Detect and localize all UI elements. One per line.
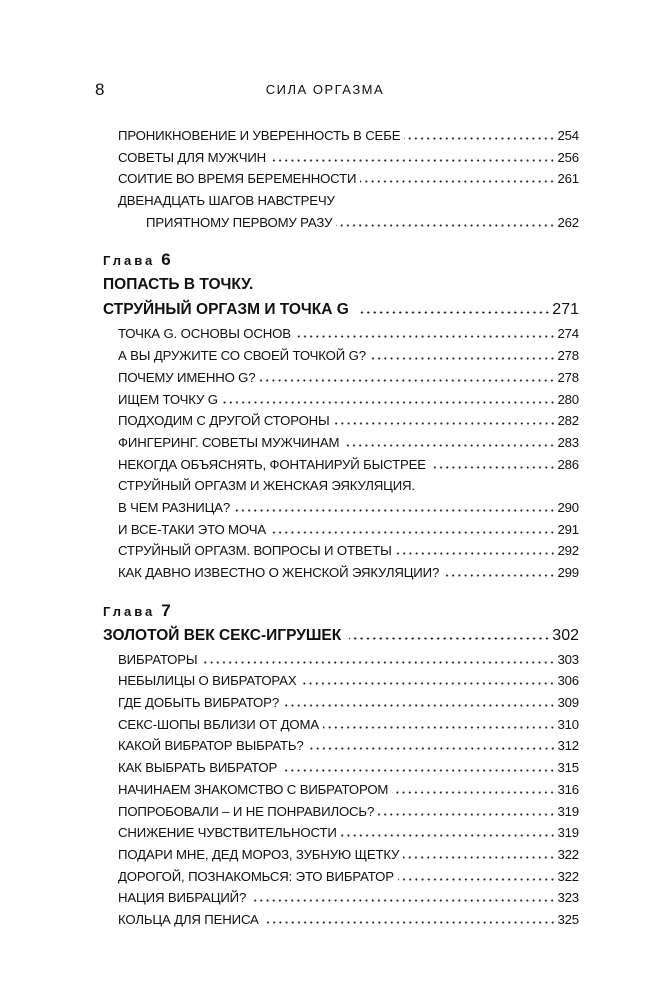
entry-title: ПОПРОБОВАЛИ – И НЕ ПОНРАВИЛОСЬ? (118, 803, 375, 819)
chapter-page: 271 (552, 301, 579, 319)
chapter-6-title-line2[interactable] (103, 301, 579, 326)
entry-page: 322 (557, 868, 579, 884)
entry-title: НАЧИНАЕМ ЗНАКОМСТВО С ВИБРАТОРОМ (118, 781, 389, 797)
dot-leader (270, 159, 555, 162)
entry-page: 310 (557, 716, 579, 732)
toc-entry[interactable] (103, 912, 579, 934)
dot-leader (360, 180, 555, 183)
chapter-6-heading (103, 250, 579, 276)
toc-entry[interactable] (103, 652, 579, 674)
entry-page: 292 (557, 543, 579, 559)
toc-entry (103, 478, 579, 500)
entry-page: 280 (557, 391, 579, 407)
toc-entry[interactable] (103, 326, 579, 348)
entry-title: КАК ВЫБРАТЬ ВИБРАТОР (118, 760, 278, 776)
toc-entry[interactable] (103, 717, 579, 739)
toc-entry[interactable] (103, 370, 579, 392)
entry-page: 278 (557, 369, 579, 385)
entry-page: 315 (557, 760, 579, 776)
toc-entry[interactable] (103, 543, 579, 565)
entry-title: ПОДХОДИМ С ДРУГОЙ СТОРОНЫ (118, 413, 330, 429)
dot-leader (250, 899, 555, 902)
chapter-6-title-line1 (103, 276, 579, 301)
entry-page: 319 (557, 803, 579, 819)
entry-title: КАКОЙ ВИБРАТОР ВЫБРАТЬ? (118, 738, 304, 754)
dot-leader (259, 379, 555, 382)
toc-entry[interactable] (103, 215, 579, 237)
toc-entry[interactable] (103, 392, 579, 414)
entry-title: А ВЫ ДРУЖИТЕ СО СВОЕЙ ТОЧКОЙ G? (118, 348, 366, 364)
dot-leader (201, 661, 555, 664)
entry-page: 254 (557, 128, 579, 143)
chapter-title: ЗОЛОТОЙ ВЕК СЕКС-ИГРУШЕК (103, 626, 342, 644)
toc-entry[interactable] (103, 673, 579, 695)
toc-entry[interactable] (103, 738, 579, 760)
toc-entry[interactable] (103, 500, 579, 522)
dot-leader (343, 444, 555, 447)
dot-leader (234, 509, 555, 512)
toc-entry[interactable] (103, 695, 579, 717)
entry-page: 316 (557, 781, 579, 797)
entry-title: СОВЕТЫ ДЛЯ МУЖЧИН (118, 149, 267, 165)
entry-title: ДОРОГОЙ, ПОЗНАКОМЬСЯ: ЭТО ВИБРАТОР (118, 868, 394, 884)
dot-leader (378, 813, 555, 816)
entry-page: 303 (557, 651, 579, 667)
dot-leader (398, 878, 556, 881)
chapter-label: Глава (103, 253, 156, 269)
entry-title: КАК ДАВНО ИЗВЕСТНО О ЖЕНСКОЙ ЭЯКУЛЯЦИИ? (118, 565, 440, 580)
dot-leader (270, 531, 555, 534)
dot-leader (323, 726, 555, 729)
entry-page: 261 (557, 171, 579, 187)
toc-entry[interactable] (103, 760, 579, 782)
entry-page: 309 (557, 695, 579, 711)
entry-title: ДВЕНАДЦАТЬ ШАГОВ НАВСТРЕЧУ (118, 193, 335, 209)
dot-leader (349, 637, 550, 640)
toc-entry[interactable] (103, 348, 579, 370)
entry-title: СТРУЙНЫЙ ОРГАЗМ. ВОПРОСЫ И ОТВЕТЫ (118, 543, 392, 559)
entry-page: 325 (557, 911, 579, 927)
entry-title: НЕБЫЛИЦЫ О ВИБРАТОРАХ (118, 673, 297, 689)
running-title: СИЛА ОРГАЗМА (265, 82, 385, 97)
entry-title: В ЧЕМ РАЗНИЦА? (118, 499, 231, 515)
dot-leader (396, 552, 556, 555)
dot-leader (281, 769, 555, 772)
toc-entry[interactable] (103, 522, 579, 544)
toc-entry[interactable] (103, 825, 579, 847)
entry-page: 312 (557, 738, 579, 754)
dot-leader (357, 311, 550, 314)
toc-entry[interactable] (103, 847, 579, 869)
dot-leader (334, 422, 556, 425)
chapter-number: 7 (161, 600, 171, 620)
entry-title: ПОДАРИ МНЕ, ДЕД МОРОЗ, ЗУБНУЮ ЩЕТКУ (118, 846, 400, 862)
entry-title: ГДЕ ДОБЫТЬ ВИБРАТОР? (118, 695, 279, 711)
toc-entry[interactable] (103, 435, 579, 457)
dot-leader (404, 137, 555, 140)
page-number: 8 (95, 80, 105, 99)
dot-leader (283, 704, 555, 707)
entry-title: ПОЧЕМУ ИМЕННО G? (118, 369, 256, 385)
dot-leader (443, 574, 555, 577)
entry-page: 262 (557, 214, 579, 230)
entry-title: ИЩЕМ ТОЧКУ G (118, 391, 218, 407)
dot-leader (430, 466, 556, 469)
table-of-contents (103, 128, 579, 934)
toc-entry[interactable] (103, 171, 579, 193)
entry-page: 291 (557, 521, 579, 537)
entry-title: НЕКОГДА ОБЪЯСНЯТЬ, ФОНТАНИРУЙ БЫСТРЕЕ (118, 456, 426, 472)
toc-entry[interactable] (103, 804, 579, 826)
entry-page: 256 (557, 149, 579, 165)
entry-page: 290 (557, 499, 579, 515)
toc-entry[interactable] (103, 150, 579, 172)
entry-title: КОЛЬЦА ДЛЯ ПЕНИСА (118, 911, 259, 927)
entry-page: 306 (557, 673, 579, 689)
dot-leader (295, 335, 556, 338)
chapter-title: СТРУЙНЫЙ ОРГАЗМ И ТОЧКА G (103, 301, 349, 319)
entry-title: ПРОНИКНОВЕНИЕ И УВЕРЕННОСТЬ В СЕБЕ (118, 128, 401, 143)
toc-entry[interactable] (103, 128, 579, 150)
entry-title: ФИНГЕРИНГ. СОВЕТЫ МУЖЧИНАМ (118, 434, 340, 450)
entry-title: СТРУЙНЫЙ ОРГАЗМ И ЖЕНСКАЯ ЭЯКУЛЯЦИЯ. (118, 478, 415, 494)
chapter-title: ПОПАСТЬ В ТОЧКУ. (103, 276, 254, 294)
toc-entry[interactable] (103, 565, 579, 587)
entry-title: СОИТИЕ ВО ВРЕМЯ БЕРЕМЕННОСТИ (118, 171, 357, 187)
dot-leader (263, 921, 556, 924)
entry-page: 282 (557, 413, 579, 429)
chapter-number: 6 (161, 250, 171, 270)
entry-title: И ВСЕ-ТАКИ ЭТО МОЧА (118, 521, 266, 537)
chapter-6-entries (103, 326, 579, 586)
toc-block-continued (103, 128, 579, 236)
dot-leader (341, 834, 556, 837)
entry-title: НАЦИЯ ВИБРАЦИЙ? (118, 890, 247, 906)
chapter-7-entries (103, 652, 579, 934)
dot-leader (336, 224, 555, 227)
chapter-7-title[interactable] (103, 627, 579, 652)
entry-page: 286 (557, 456, 579, 472)
entry-page: 322 (557, 846, 579, 862)
toc-entry[interactable] (103, 782, 579, 804)
entry-page: 299 (557, 565, 579, 580)
entry-page: 283 (557, 434, 579, 450)
toc-entry[interactable] (103, 869, 579, 891)
dot-leader (308, 747, 556, 750)
chapter-label: Глава (103, 603, 156, 619)
entry-page: 274 (557, 326, 579, 342)
toc-entry[interactable] (103, 457, 579, 479)
toc-entry[interactable] (103, 890, 579, 912)
entry-title: ПРИЯТНОМУ ПЕРВОМУ РАЗУ (146, 214, 333, 230)
dot-leader (300, 682, 555, 685)
toc-entry (103, 193, 579, 215)
dot-leader (392, 791, 555, 794)
chapter-7-heading (103, 601, 579, 627)
entry-title: СЕКС-ШОПЫ ВБЛИЗИ ОТ ДОМА (118, 716, 319, 732)
entry-page: 319 (557, 825, 579, 841)
dot-leader (370, 357, 556, 360)
entry-page: 323 (557, 890, 579, 906)
entry-title: ВИБРАТОРЫ (118, 651, 198, 667)
entry-title: СНИЖЕНИЕ ЧУВСТВИТЕЛЬНОСТИ (118, 825, 337, 841)
toc-entry[interactable] (103, 413, 579, 435)
chapter-page: 302 (552, 626, 579, 644)
entry-page: 278 (557, 348, 579, 364)
dot-leader (403, 856, 555, 859)
dot-leader (222, 401, 556, 404)
entry-title: ТОЧКА G. ОСНОВЫ ОСНОВ (118, 326, 291, 342)
